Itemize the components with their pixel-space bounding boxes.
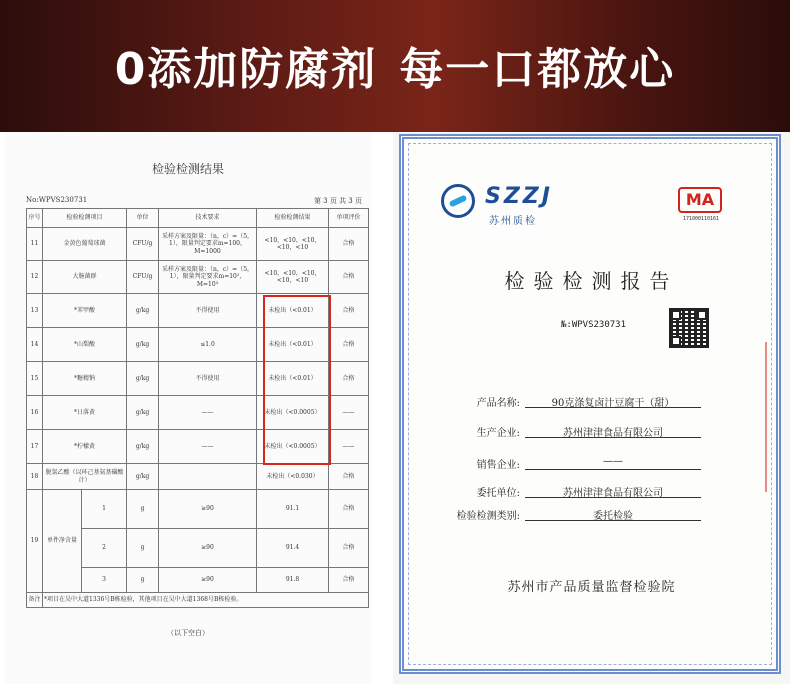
table-row [27,464,369,490]
cell-req: ≥90 [159,529,257,568]
field-value: 苏州津津食品有限公司 [525,424,701,438]
cell-result: 未检出（<0.01） [257,328,329,362]
cell-eval: 合格 [329,328,369,362]
cell-eval: 合格 [329,490,369,529]
cell-unit: g/kg [127,294,159,328]
field-test-type [393,507,790,523]
cell-unit: g/kg [127,396,159,430]
field-manufacturer [393,424,790,440]
cell-item: 大肠菌群 [43,261,127,294]
cell-result: 91.1 [257,490,329,529]
cell-eval: 合格 [329,568,369,593]
cell-unit: g/kg [127,430,159,464]
cell-unit: CFU/g [127,228,159,261]
cell-req: ≤1.0 [159,328,257,362]
cell-eval: 合格 [329,228,369,261]
header-cell: 检验检测项目 [43,209,127,228]
banner-title-left: 0添加防腐剂 [114,44,378,95]
cell-eval: —— [329,430,369,464]
logo-text: SZZJ [485,184,553,209]
field-seller [393,456,790,472]
banner-title-right: 每一口都放心 [399,44,676,95]
cell-req: 不得使用 [159,362,257,396]
cma-mark-icon: MA [678,187,722,213]
cell-no: 15 [27,362,43,396]
szzj-logo-icon [441,184,475,218]
field-label: 委托单位: [476,488,520,499]
field-product-name [393,394,790,410]
cell-req: —— [159,430,257,464]
cell-result: 91.4 [257,529,329,568]
cell-eval: 合格 [329,294,369,328]
cell-item [43,490,127,593]
cell-result: 未检出（<0.01） [257,362,329,396]
cell-no: 17 [27,430,43,464]
field-value: 委托检验 [525,507,701,521]
table-row [27,490,369,529]
field-label: 检验检测类别: [456,511,520,522]
cell-item: 金黄色葡萄球菌 [43,228,127,261]
cell-eval: 合格 [329,464,369,490]
report-number: №:WPVS230731 [561,320,627,330]
cma-number: 171000110161 [682,216,720,222]
results-title: 检验检测结果 [151,162,224,176]
field-label: 产品名称: [476,398,520,409]
cell-unit: g/kg [127,328,159,362]
sub-no: 1 [82,490,126,529]
cell-req: 采样方案及限量：（n，c）=（5，1），限量判定要求m=10²，M=10³ [159,261,257,294]
field-value: 苏州津津食品有限公司 [525,484,701,498]
table-row-note [27,593,369,608]
header-cell: 序号 [27,209,43,228]
cell-unit: g [127,568,159,593]
cell-no: 18 [27,464,43,490]
results-report-no: No:WPVS230731 [26,196,88,204]
cell-unit: g/kg [127,464,159,490]
top-banner [0,0,790,132]
cell-eval: 合格 [329,362,369,396]
cell-no: 16 [27,396,43,430]
cell-note: *项目在吴中大道1336号B栋检验，其他项目在吴中大道1368号B栋检验。 [43,593,369,608]
cell-unit: CFU/g [127,261,159,294]
report-cover-sheet [393,132,790,684]
cell-item: *日落黄 [43,396,127,430]
seal-edge [765,342,787,492]
cell-item: *糖精钠 [43,362,127,396]
cell-note-label: 备注 [27,593,43,608]
highlight-box [263,295,331,465]
report-title: 检验检测报告 [504,269,679,293]
table-row [27,261,369,294]
field-value: 90克涤复卤汁豆腐干（甜） [525,394,701,408]
field-label: 生产企业: [476,428,520,439]
header-cell: 单位 [127,209,159,228]
results-footer: （以下空白） [167,629,209,637]
sub-no: 2 [82,529,126,568]
cell-req: 不得使用 [159,294,257,328]
results-page-info: 第 3 页 共 3 页 [313,197,362,205]
cell-result: <10，<10，<10，<10，<10 [257,261,329,294]
table-header-row [27,209,369,228]
cell-no: 11 [27,228,43,261]
cell-result: 未检出（<0.0005） [257,430,329,464]
cell-no: 14 [27,328,43,362]
cell-req: ≥90 [159,490,257,529]
cell-result: <10，<10，<10，<10，<10 [257,228,329,261]
cell-unit: g [127,529,159,568]
qr-code-icon [669,308,709,348]
cell-req: 采样方案及限量：（n，c）=（5，1），限量判定要求m=100，M=1000 [159,228,257,261]
cell-no: 13 [27,294,43,328]
table-row [27,228,369,261]
cell-eval: —— [329,396,369,430]
cell-unit: g/kg [127,362,159,396]
sub-no: 3 [102,576,106,584]
cell-req: ≥90 [159,568,257,593]
cell-req [159,464,257,490]
cell-result: 未检出（<0.01） [257,294,329,328]
field-value: —— [525,456,701,470]
cell-eval: 合格 [329,261,369,294]
cell-item: *柠檬黄 [43,430,127,464]
cell-unit: g [127,490,159,529]
cell-req: —— [159,396,257,430]
field-label: 销售企业: [476,460,520,471]
net-content-label: 单件净含量 [43,490,82,592]
cell-item: *苯甲酸 [43,294,127,328]
cell-result: 未检出（<0.0005） [257,396,329,430]
logo-subtitle: 苏州质检 [489,216,537,227]
header-cell: 技术要求 [159,209,257,228]
cell-result: 91.8 [257,568,329,593]
cell-no: 12 [27,261,43,294]
field-client [393,484,790,500]
header-cell: 检验检测结果 [257,209,329,228]
cell-eval: 合格 [329,529,369,568]
header-cell: 单项评价 [329,209,369,228]
cell-item: 脱氢乙酸（以环己基氨基磺酸计） [43,464,127,490]
cell-no: 19 [27,490,43,593]
inspection-results-sheet [4,132,372,684]
banner-title [0,0,790,132]
cell-item: *山梨酸 [43,328,127,362]
issuing-institute: 苏州市产品质量监督检验院 [507,580,676,595]
cell-result: 未检出（<0.030） [257,464,329,490]
